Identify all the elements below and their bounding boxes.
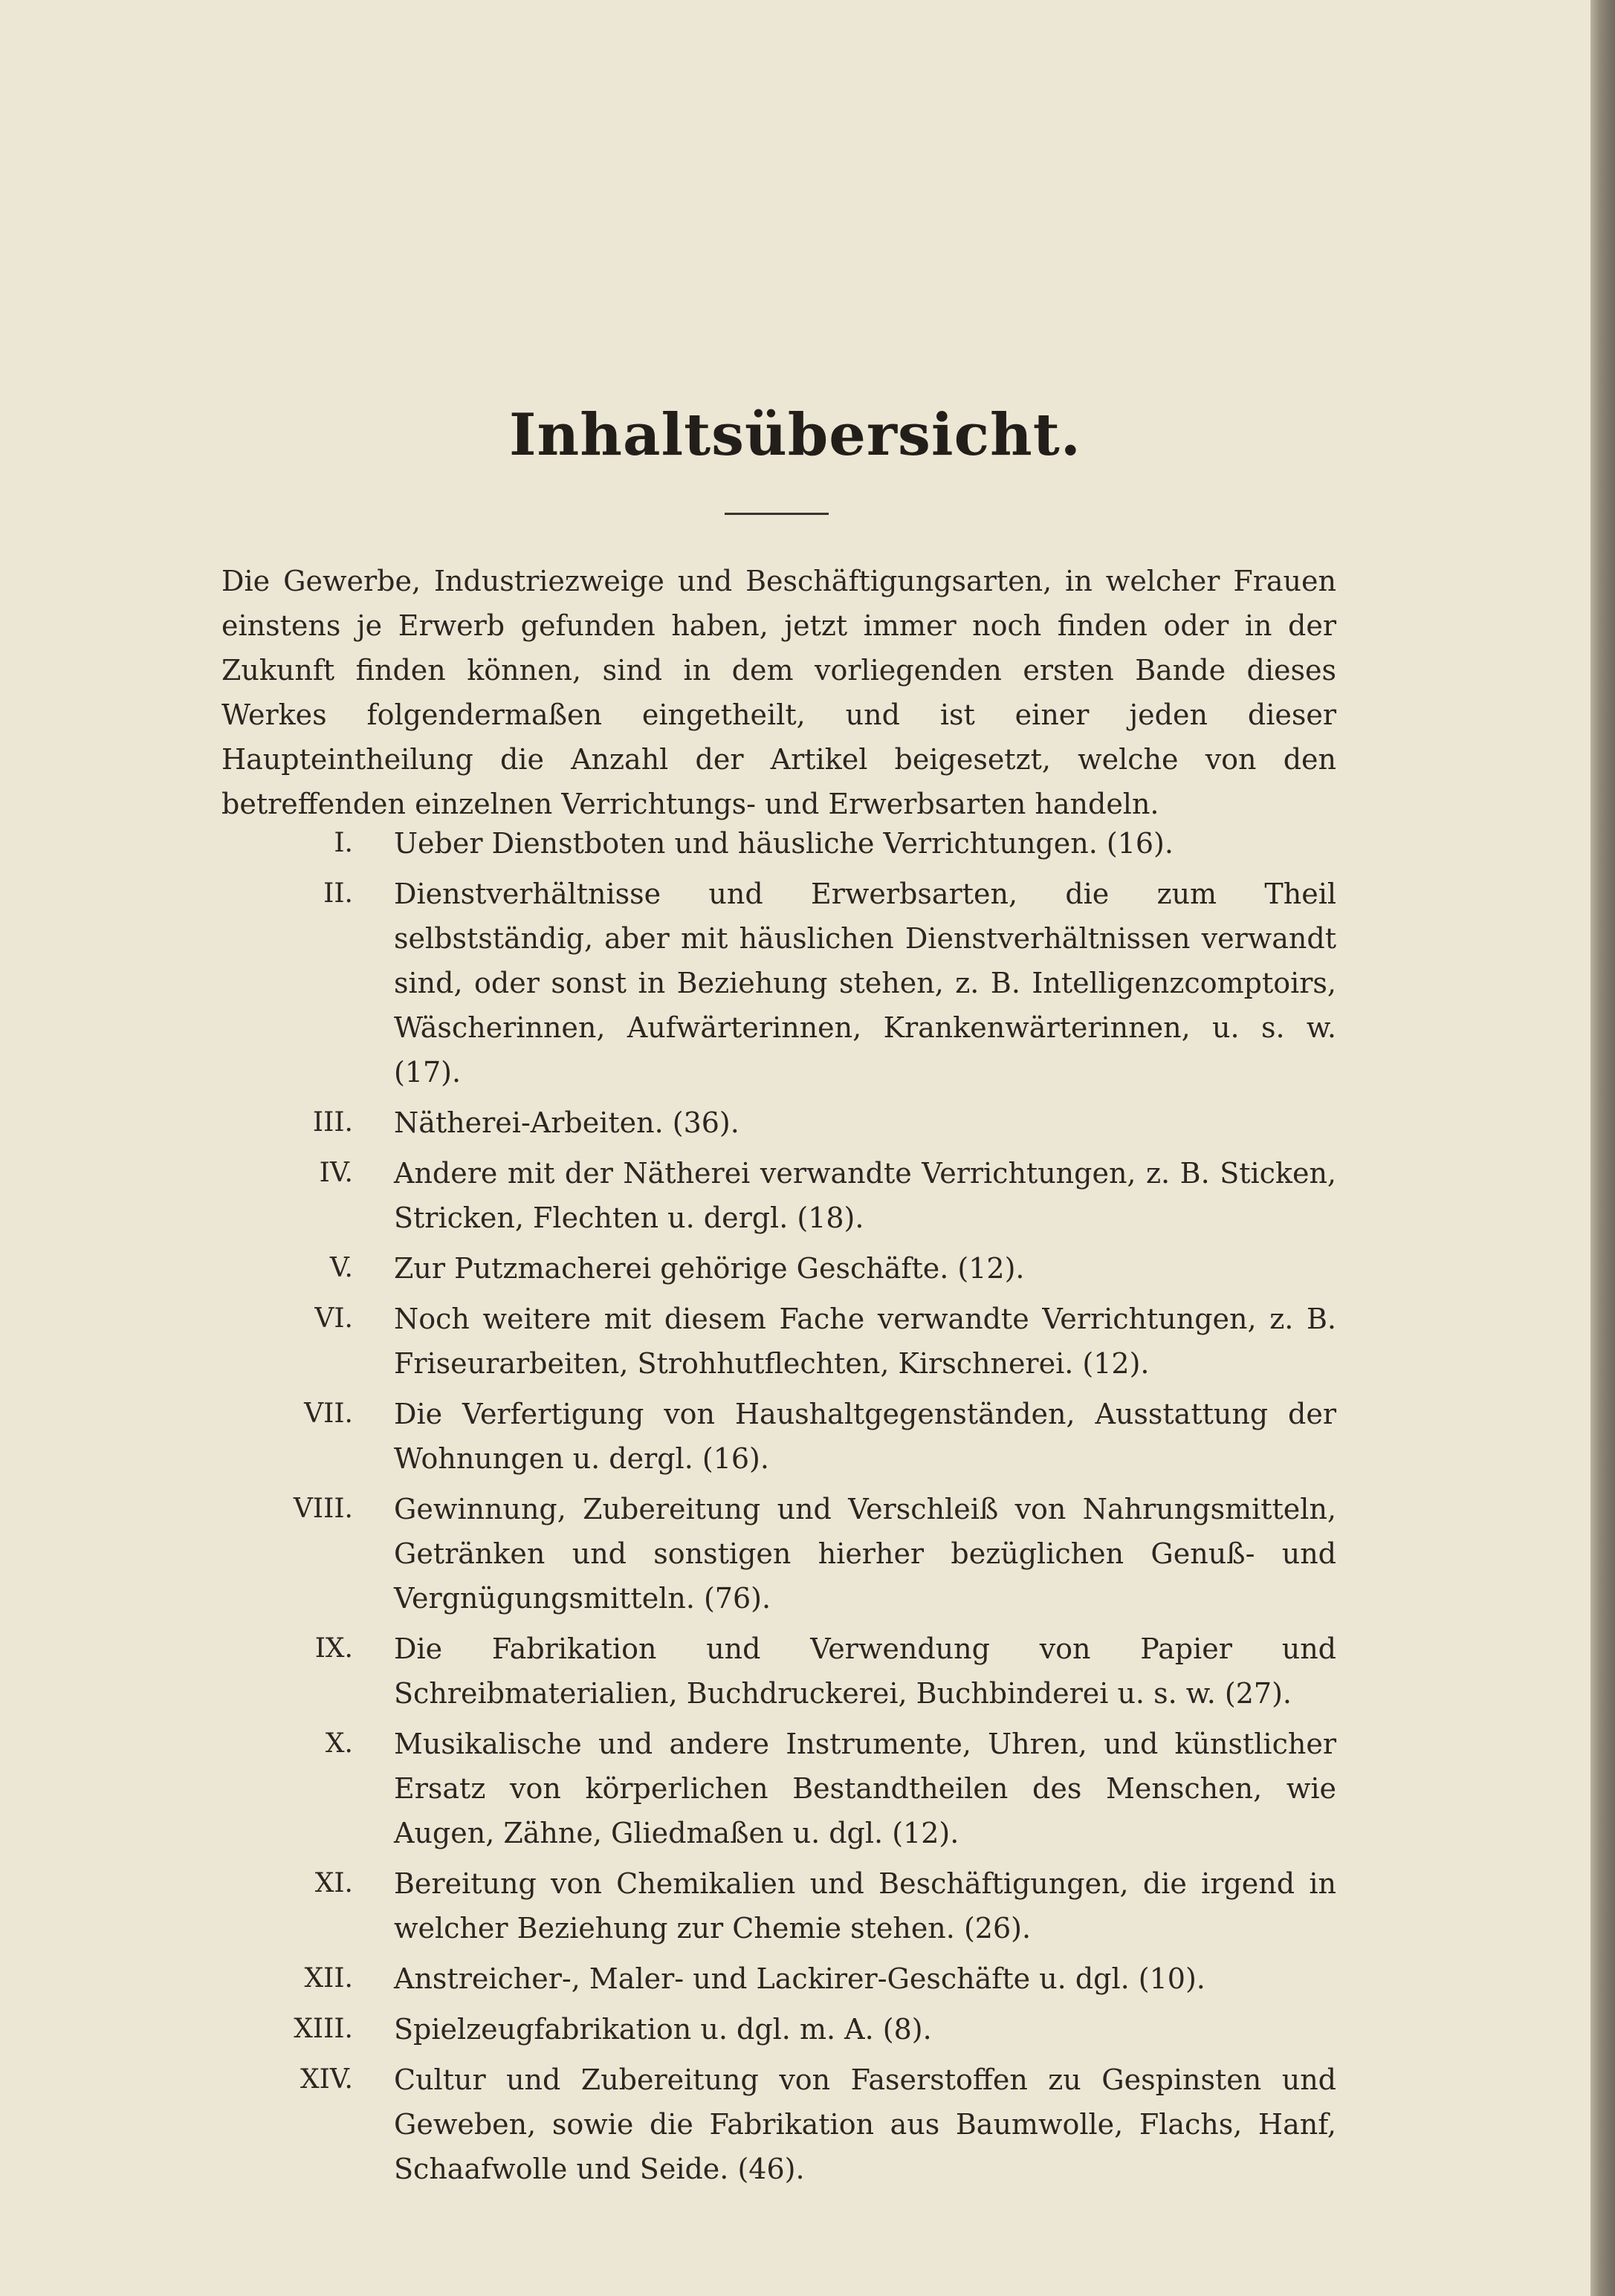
entry-text: Spielzeugfabrikation u. dgl. m. A. (8). <box>394 2013 932 2046</box>
entry-number: X. <box>325 1728 353 1759</box>
contents-entry <box>282 1392 1336 1481</box>
entry-text: Bereitung von Chemikalien und Beschäftigungen, die irgend in welcher Beziehung zur Chemie stehen. (26). <box>394 1867 1336 1945</box>
entry-text: Andere mit der Nätherei verwandte Verrichtungen, z. B. Sticken, Stricken, Flechten u. dergl. (18). <box>394 1157 1336 1234</box>
entry-number: IV. <box>319 1158 353 1188</box>
entry-number: VIII. <box>293 1494 353 1524</box>
contents-entry <box>282 1627 1336 1716</box>
intro-paragraph: Die Gewerbe, Industriezweige und Beschäftigungsarten, in welcher Frauen einstens je Erwerb gefunden haben, jetzt immer noch finden oder in der Zukunft finden können, sind in dem vorliegenden ersten Bande dieses Werkes folgendermaßen eingetheilt, und ist einer jeden dieser Haupteintheilung die Anzahl der Artikel beigesetzt, welche von den betreffenden einzelnen Verrichtungs- und Erwerbsarten handeln. <box>221 565 1336 820</box>
contents-entry <box>282 821 1336 866</box>
entry-number: XIV. <box>300 2064 353 2095</box>
contents-entry <box>282 1151 1336 1240</box>
entry-text: Zur Putzmacherei gehörige Geschäfte. (12). <box>394 1252 1025 1285</box>
entry-number: III. <box>312 1107 353 1138</box>
entry-text: Gewinnung, Zubereitung und Verschleiß von Nahrungsmitteln, Getränken und sonstigen hierher bezüglichen Genuß- und Vergnügungsmitteln. (76). <box>394 1493 1336 1615</box>
entry-number: XIII. <box>294 2014 353 2044</box>
entry-number: VII. <box>304 1398 353 1429</box>
entry-number: XII. <box>304 1963 353 1994</box>
contents-entry <box>282 1487 1336 1621</box>
entry-text: Dienstverhältnisse und Erwerbsarten, die zum Theil selbstständig, aber mit häuslichen Dienstverhältnissen verwandt sind, oder sonst in Beziehung stehen, z. B. Intelligenzcomptoirs, Wäscherinnen, Aufwärterinnen, Krankenwärterinnen, u. s. w. (17). <box>394 878 1336 1089</box>
entry-number: I. <box>334 828 353 858</box>
page-edge <box>1590 0 1615 2296</box>
entry-number: V. <box>329 1253 353 1283</box>
entry-number: XI. <box>314 1868 353 1898</box>
contents-entry <box>282 1297 1336 1386</box>
contents-entry <box>282 1956 1336 2001</box>
page-title: Inhaltsübersicht. <box>509 401 1081 469</box>
entry-text: Nätherei-Arbeiten. (36). <box>394 1106 739 1139</box>
entry-number: II. <box>323 878 353 909</box>
entry-text: Noch weitere mit diesem Fache verwandte Verrichtungen, z. B. Friseurarbeiten, Strohhutflechten, Kirschnerei. (12). <box>394 1303 1336 1380</box>
entry-text: Ueber Dienstboten und häusliche Verrichtungen. (16). <box>394 827 1174 860</box>
contents-entry <box>282 1246 1336 1291</box>
entry-number: VI. <box>314 1303 353 1334</box>
contents-entry <box>282 1100 1336 1145</box>
entry-number: IX. <box>314 1633 353 1664</box>
entry-text: Die Verfertigung von Haushaltgegenständen, Ausstattung der Wohnungen u. dergl. (16). <box>394 1398 1336 1475</box>
entry-text: Die Fabrikation und Verwendung von Papier und Schreibmaterialien, Buchdruckerei, Buchbinderei u. s. w. (27). <box>394 1632 1336 1710</box>
contents-entry <box>282 1722 1336 1855</box>
contents-entry <box>282 2007 1336 2052</box>
title-divider <box>725 513 829 515</box>
contents-entry <box>282 872 1336 1095</box>
contents-entry <box>282 2057 1336 2191</box>
contents-list <box>282 821 1336 2197</box>
entry-text: Anstreicher-, Maler- und Lackirer-Geschäfte u. dgl. (10). <box>394 1962 1205 1995</box>
entry-text: Cultur und Zubereitung von Faserstoffen zu Gespinsten und Geweben, sowie die Fabrikation aus Baumwolle, Flachs, Hanf, Schaafwolle und Seide. (46). <box>394 2063 1336 2185</box>
entry-text: Musikalische und andere Instrumente, Uhren, und künstlicher Ersatz von körperlichen Bestandtheilen des Menschen, wie Augen, Zähne, Gliedmaßen u. dgl. (12). <box>394 1728 1336 1849</box>
contents-entry <box>282 1861 1336 1950</box>
